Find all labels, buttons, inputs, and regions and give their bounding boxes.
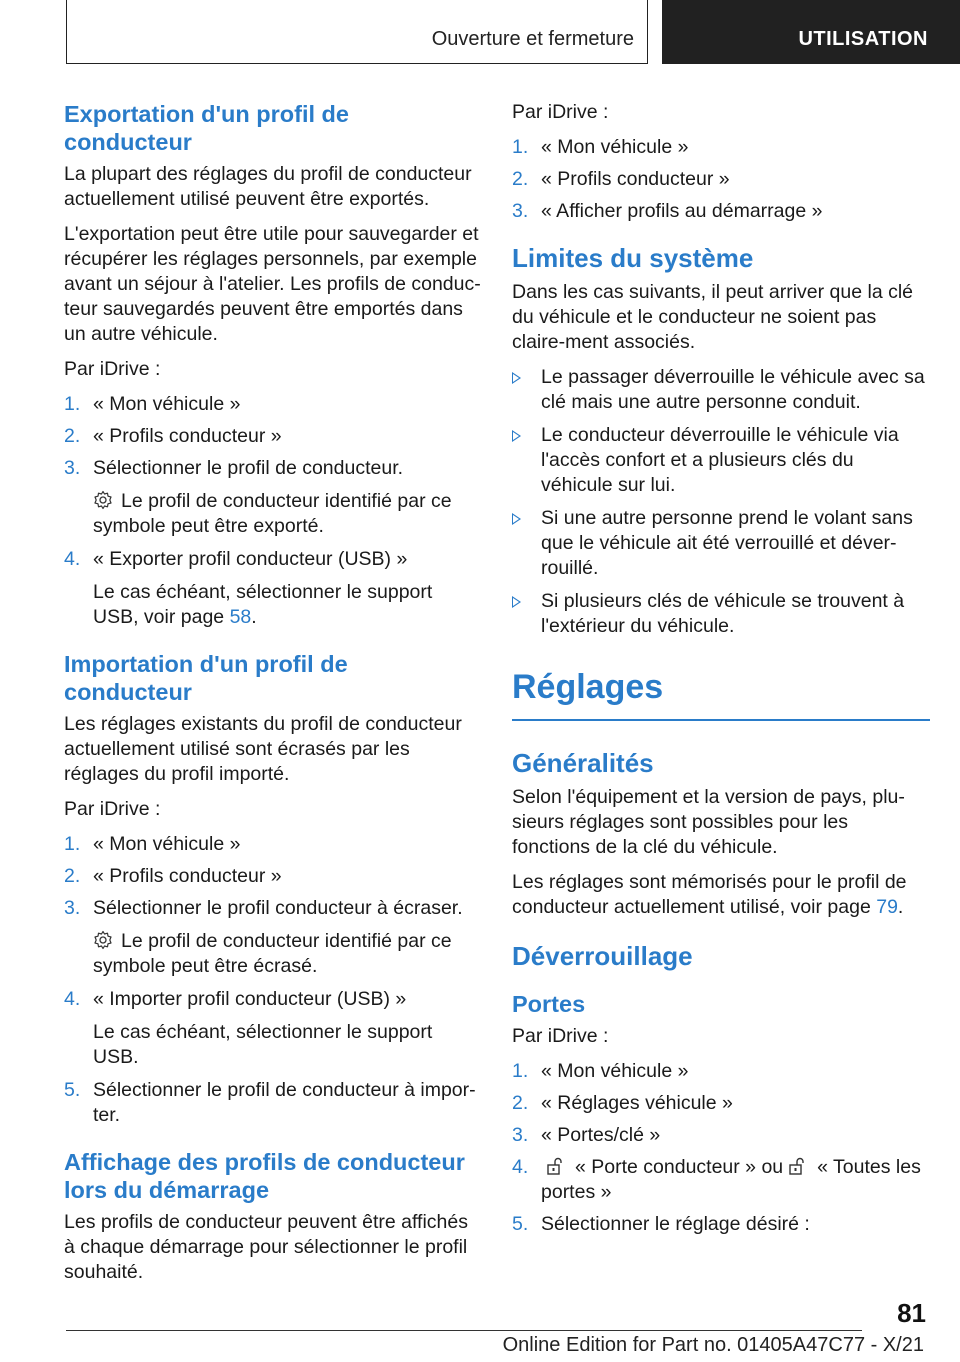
display-idrive: Par iDrive : xyxy=(512,101,609,123)
doors-idrive: Par iDrive : xyxy=(512,1025,609,1047)
import-steps xyxy=(64,832,482,921)
list-item: 4. « Importer profil conducteur (USB) » xyxy=(64,988,407,1010)
export-p1: La plupart des réglages du profil de conducteur actuellement utilisé peuvent être exportés. xyxy=(64,163,472,210)
list-item: 2. « Profils conducteur » xyxy=(512,168,730,190)
import-steps-cont2 xyxy=(64,1078,482,1128)
list-item: 3. « Afficher profils au démarrage » xyxy=(512,200,823,222)
gear-icon xyxy=(93,490,113,510)
section-tab xyxy=(662,0,960,64)
limits-section xyxy=(512,242,930,639)
section-tab-label: UTILISATION xyxy=(798,28,928,50)
gear-icon xyxy=(93,930,113,950)
settings-heading: Réglages xyxy=(512,665,930,721)
limits-heading: Limites du système xyxy=(512,243,754,273)
list-item: Le passager déverrouille le véhicule avec sa clé mais une autre personne conduit. xyxy=(512,365,930,415)
list-item: 1. « Mon véhicule » xyxy=(64,393,241,415)
right-column xyxy=(512,100,930,1245)
import-section xyxy=(64,650,482,1128)
left-column xyxy=(64,100,482,1305)
chapter-title: Ouverture et fermeture xyxy=(431,28,634,50)
footer-divider xyxy=(66,1330,862,1331)
general-p2: Les réglages sont mémorisés pour le profil de conducteur actuellement utilisé, voir page 79. xyxy=(512,871,907,918)
list-item: 2. « Profils conducteur » xyxy=(64,865,282,887)
general-p1: Selon l'équipement et la version de pays, plu-sieurs réglages sont possibles pour les fonctions de la clé du véhicule. xyxy=(512,786,905,858)
list-item: 4. « Porte conducteur » ou « Toutes les portes » xyxy=(512,1156,921,1203)
list-item: 1. « Mon véhicule » xyxy=(64,833,241,855)
list-item: 4. « Exporter profil conducteur (USB) » xyxy=(64,548,408,570)
triangle-bullet-icon xyxy=(512,372,521,384)
unlock-heading: Déverrouillage xyxy=(512,941,693,971)
page-number: 81 xyxy=(897,1298,926,1328)
display-p1: Les profils de conducteur peuvent être affichés à chaque démarrage pour sélectionner le profil souhaité. xyxy=(64,1211,468,1283)
list-item: 3. « Portes/clé » xyxy=(512,1124,661,1146)
unlock-icon xyxy=(545,1156,565,1176)
list-item: Le conducteur déverrouille le véhicule via l'accès confort et a plusieurs clés du véhicule sur lui. xyxy=(512,423,930,498)
list-item: 5. Sélectionner le réglage désiré : xyxy=(512,1213,810,1235)
list-item: 3. Sélectionner le profil conducteur à écraser. xyxy=(64,897,463,919)
export-section xyxy=(64,100,482,630)
unlock-icon xyxy=(787,1156,807,1176)
import-steps-cont xyxy=(64,987,482,1012)
list-item: Si plusieurs clés de véhicule se trouvent à l'extérieur du véhicule. xyxy=(512,589,930,639)
doors-steps xyxy=(512,1059,930,1237)
page-link-58[interactable]: 58 xyxy=(229,606,252,628)
import-note: Le profil de conducteur identifié par ce symbole peut être écrasé. xyxy=(93,930,452,977)
export-steps-cont xyxy=(64,547,482,572)
limits-bullets xyxy=(512,365,930,639)
doors-heading: Portes xyxy=(512,991,586,1017)
display-section xyxy=(64,1148,482,1285)
triangle-bullet-icon xyxy=(512,596,521,608)
import-idrive: Par iDrive : xyxy=(64,798,161,820)
export-steps xyxy=(64,392,482,481)
import-p1: Les réglages existants du profil de conducteur actuellement utilisé sont écrasés par les réglages du profil importé. xyxy=(64,713,462,785)
list-item: 2. « Réglages véhicule » xyxy=(512,1092,733,1114)
import-usb-note: Le cas échéant, sélectionner le support USB. xyxy=(93,1021,433,1068)
display-steps xyxy=(512,135,930,224)
export-p2: L'exportation peut être utile pour sauvegarder et récupérer les réglages personnels, par exemple avant un séjour à l'atelier. Les profils de conduc-teur sauvegardés peuvent être emportés dans un autre véhicule. xyxy=(64,223,481,345)
list-item: 1. « Mon véhicule » xyxy=(512,136,689,158)
triangle-bullet-icon xyxy=(512,430,521,442)
limits-p1: Dans les cas suivants, il peut arriver que la clé du véhicule et le conducteur ne soient pas claire-ment associés. xyxy=(512,281,914,353)
list-item: 5. Sélectionner le profil de conducteur à impor-ter. xyxy=(64,1079,476,1126)
general-heading: Généralités xyxy=(512,748,654,778)
list-item: 1. « Mon véhicule » xyxy=(512,1060,689,1082)
edition-note: Online Edition for Part no. 01405A47C77 - X/21 xyxy=(502,1334,924,1356)
display-heading: Affichage des profils de conducteur lors du démarrage xyxy=(64,1149,465,1203)
export-heading: Exportation d'un profil de conducteur xyxy=(64,101,349,155)
export-idrive: Par iDrive : xyxy=(64,358,161,380)
list-item: Si une autre personne prend le volant sans que le véhicule ait été verrouillé et déver-rouillé. xyxy=(512,506,930,581)
list-item: 2. « Profils conducteur » xyxy=(64,425,282,447)
import-heading: Importation d'un profil de conducteur xyxy=(64,651,348,705)
export-usb-note: Le cas échéant, sélectionner le support USB, voir page 58. xyxy=(93,581,433,628)
page-link-79[interactable]: 79 xyxy=(876,896,898,918)
list-item: 3. Sélectionner le profil de conducteur. xyxy=(64,457,404,479)
triangle-bullet-icon xyxy=(512,513,521,525)
export-note: Le profil de conducteur identifié par ce symbole peut être exporté. xyxy=(93,490,452,537)
